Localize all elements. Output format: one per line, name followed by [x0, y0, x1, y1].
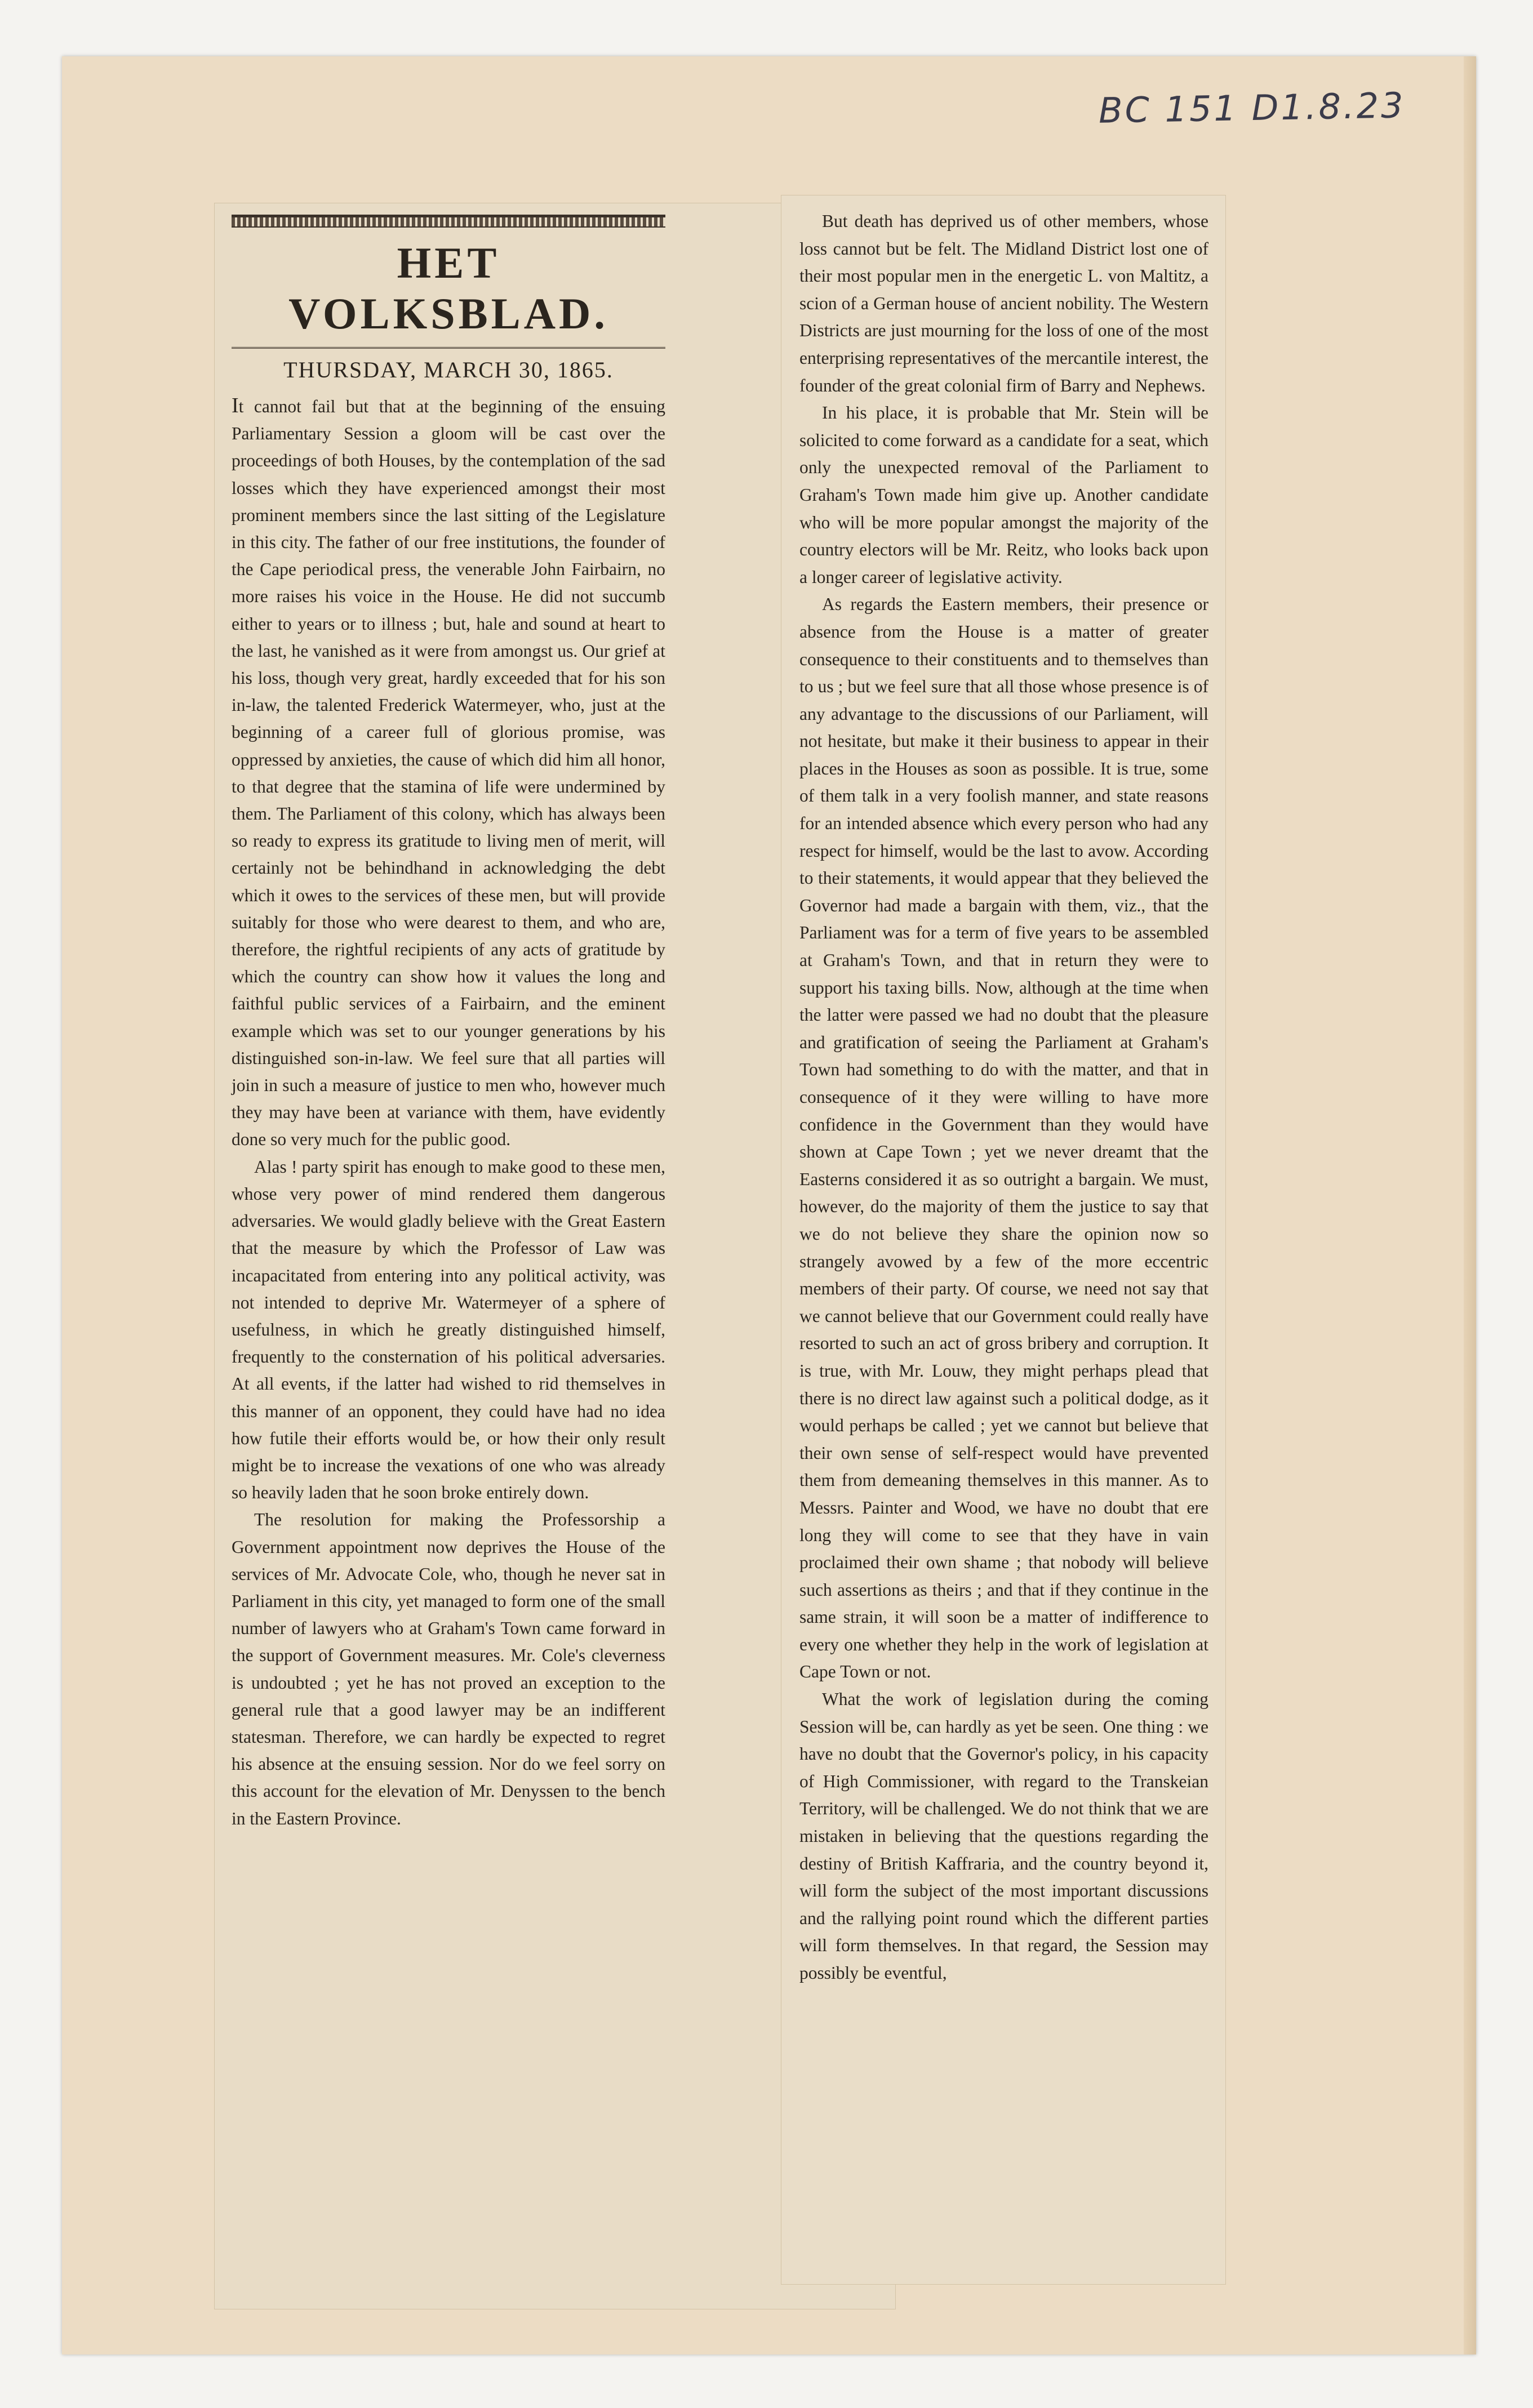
article-paragraph: As regards the Eastern members, their presence or absence from the House is a matter of greater consequence to their constituents and to themselves than to us ; but we feel sure that all those whose presence is of any advantage to the discussions of our Parliament, will not hesitate, but make it their business to appear in their places in the Houses as soon as possible. It is true, some of them talk in a very foolish manner, and state reasons for an intended absence which every person who had any respect for himself, would be the last to avow. According to their statements, it would appear that they believed the Governor had made a bargain with them, viz., that the Parliament was for a term of five years to be assembled at Graham's Town, and that in return they were to support his taxing bills. Now, although at the time when the latter were passed we had no doubt that the pleasure and gratification of seeing the Parliament at Graham's Town had something to do with the matter, and that in consequence of it they were willing to have more confidence in the Government than they would have shown at Cape Town ; yet we never dreamt that the Easterns considered it as so outright a bargain. We must, however, do the majority of them the justice to say that we do not believe they share the opinion now so strangely avowed by a few of the more eccentric members of their party. Of course, we need not say that we cannot believe that our Government could really have resorted to such an act of gross bribery and corruption. It is true, with Mr. Louw, they might perhaps plead that there is no direct law against such a political dodge, as it would perhaps be called ; yet we cannot but believe that their own sense of self-respect would have prevented them from demeaning themselves in this manner. As to Messrs. Painter and Wood, we have no doubt that ere long they will come to see that they have in vain proclaimed their own shame ; that nobody will believe such assertions as theirs ; and that if they continue in the same strain, it will soon be a matter of indifference to every one whether they help in the work of legislation at Cape Town or not. — [799, 594, 1208, 1682]
dateline: THURSDAY, MARCH 30, 1865. — [283, 357, 614, 382]
left-column — [232, 215, 665, 1832]
article-paragraph: But death has deprived us of other members, whose loss cannot but be felt. The Midland District lost one of their most popular men in the energetic L. von Maltitz, a scion of a German house of ancient nobility. The Western Districts are just mourning for the loss of one of the most enterprising representatives of the mercantile interest, the founder of the great colonial firm of Barry and Nephews. — [799, 211, 1208, 395]
article-paragraph: Alas ! party spirit has enough to make good to these men, whose very power of mind rendered them dangerous adversaries. We would gladly believe with the Great Eastern that the measure by which the Professor of Law was incapacitated from entering into any political activity, was not intended to deprive Mr. Watermeyer of a sphere of usefulness, in which he greatly distinguished himself, frequently to the consternation of his political adversaries. At all events, if the latter had wished to rid themselves in this manner of an opponent, they could have had no idea how futile their efforts would be, or how their only result might be to increase the vexations of one who was already so heavily laden that he soon broke entirely down. — [232, 1156, 665, 1503]
article-paragraph: The resolution for making the Professorship a Government appointment now deprives the House of the services of Mr. Advocate Cole, who, though he never sat in Parliament in this city, yet managed to form one of the small number of lawyers who at Graham's Town came forward in the support of Government measures. Mr. Cole's cleverness is undoubted ; yet he has not proved an exception to the general rule that a good lawyer may be an indifferent statesman. Therefore, we can hardly be expected to regret his absence at the ensuing session. Nor do we feel sorry on this account for the elevation of Mr. Denyssen to the bench in the Eastern Province. — [232, 1510, 665, 1828]
masthead-title: HET VOLKSBLAD. — [288, 238, 608, 338]
sheet-edge — [1464, 56, 1476, 2354]
article-paragraph: It cannot fail but that at the beginning of the ensuing Parliamentary Session a gloom will be cast over the proceedings of both Houses, by the contemplation of the sad losses which they have experienced amongst their most prominent members since the last sitting of the Legislature in this city. The father of our free institutions, the founder of the Cape periodical press, the venerable John Fairbairn, no more raises his voice in the House. He did not succumb either to years or to illness ; but, hale and sound at heart to the last, he vanished as it were from amongst us. Our grief at his loss, though very great, hardly exceeded that for his son in-law, the talented Frederick Watermeyer, who, just at the beginning of a career full of glorious promise, was oppressed by anxieties, the cause of which did him all honor, to that degree that the stamina of life were undermined by them. The Parliament of this colony, which has always been so ready to express its gratitude to living men of merit, will certainly not be behindhand in acknowledging the debt which it owes to the services of these men, but will provide suitably for those who were dearest to them, and who are, therefore, the rightful recipients of any acts of gratitude by which the country can show how it values the long and faithful public services of a Fairbairn, and the eminent example which was set to our younger generations by his distinguished son-in-law. We feel sure that all parties will join in such a measure of justice to men who, however much they may have been at variance with them, have evidently done so very much for the public good. — [232, 394, 665, 1150]
article-paragraph: In his place, it is probable that Mr. Stein will be solicited to come forward as a candidate for a seat, which only the unexpected removal of the Parliament to Graham's Town made him give up. Another candidate who will be more popular amongst the majority of the country electors will be Mr. Reitz, who looks back upon a longer career of legislative activity. — [799, 403, 1208, 587]
article-paragraph: What the work of legislation during the coming Session will be, can hardly as yet be seen. One thing : we have no doubt that the Governor's policy, in his capacity of High Commissioner, with regard to the Transkeian Territory, will be challenged. We do not think that we are mistaken in believing that the questions regarding the destiny of British Kaffraria, and the country beyond it, will form the subject of the most important discussions and the rallying point round which the different parties will form themselves. In that regard, the Session may possibly be eventful, — [799, 1689, 1208, 1983]
masthead-ornamental-rule — [232, 215, 665, 228]
archive-reference-annotation: BC 151 D1.8.23 — [1098, 84, 1406, 131]
masthead-rule — [232, 347, 665, 349]
right-clipping — [781, 195, 1226, 2285]
